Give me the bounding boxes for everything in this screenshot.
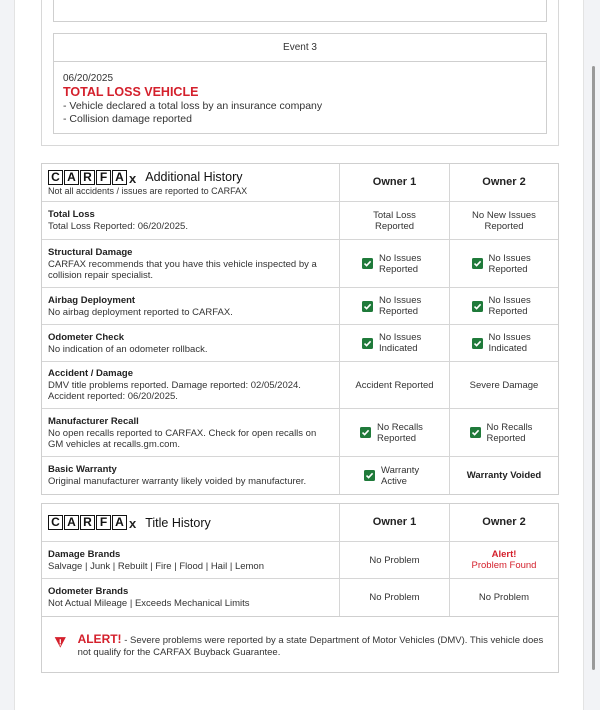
- table-row: [42, 579, 558, 616]
- owner-1-header: Owner 1: [339, 504, 449, 541]
- previous-event-box: [53, 0, 547, 22]
- row-description: No open recalls reported to CARFAX. Check for open recalls on GM vehicles at recalls.gm.com.: [48, 427, 317, 450]
- section-subtitle: Not all accidents / issues are reported to CARFAX: [48, 185, 248, 196]
- alert-word: ALERT!: [77, 632, 122, 646]
- event-title: TOTAL LOSS VEHICLE: [63, 85, 199, 99]
- check-icon: [470, 427, 481, 438]
- table-row: [42, 362, 558, 409]
- event-detail: - Collision damage reported: [63, 113, 192, 125]
- table-row: [42, 325, 558, 362]
- row-description: Salvage | Junk | Rebuilt | Fire | Flood | Hail | Lemon: [48, 560, 264, 572]
- title-history-table: [41, 503, 559, 617]
- owner-1-status: Accident Reported: [355, 379, 434, 391]
- owner-2-status: Warranty Voided: [466, 470, 542, 481]
- scrollbar[interactable]: [592, 66, 595, 670]
- event-detail: - Vehicle declared a total loss by an insurance company: [63, 100, 323, 112]
- row-label: Accident / Damage: [48, 368, 133, 379]
- row-label: Structural Damage: [48, 246, 133, 258]
- owner-2-status: Severe Damage: [469, 379, 539, 391]
- additional-history-table: [41, 163, 559, 495]
- alert-message: - Severe problems were reported by a state Department of Motor Vehicles (DMV). This vehicle does not qualify for the CARFAX Buyback Guarantee.: [77, 635, 544, 658]
- owner-2-header: Owner 2: [449, 164, 558, 201]
- row-label: Total Loss: [48, 209, 95, 220]
- owner-1-status: No Problem: [369, 592, 420, 603]
- owner-2-header: Owner 2: [449, 504, 558, 541]
- table-row: [42, 542, 558, 579]
- owner-1-status: No Issues Reported: [379, 295, 422, 317]
- alert-label: Alert!: [491, 549, 517, 560]
- owner-1-header: Owner 1: [339, 164, 449, 201]
- owner-2-status: No Recalls Reported: [486, 421, 533, 444]
- table-row: [42, 240, 558, 288]
- row-description: DMV title problems reported. Damage reported: 02/05/2024. Accident reported: 06/20/2025.: [48, 380, 301, 402]
- owner-1-status: No Issues Indicated: [379, 332, 422, 354]
- row-label: Airbag Deployment: [48, 294, 136, 306]
- row-description: No airbag deployment reported to CARFAX.: [48, 306, 233, 318]
- owner-2-status: No Issues Reported: [488, 295, 531, 317]
- owner-2-status: Problem Found: [471, 560, 537, 571]
- owner-2-status: No Issues Indicated: [488, 332, 531, 354]
- row-description: Not Actual Mileage | Exceeds Mechanical Limits: [48, 598, 250, 609]
- check-icon: [472, 258, 483, 269]
- row-description: No indication of an odometer rollback.: [48, 343, 208, 355]
- event-date: 06/20/2025: [63, 73, 114, 84]
- section-title: Additional History: [145, 170, 243, 184]
- section-title: Title History: [145, 515, 211, 530]
- check-icon: [362, 301, 373, 312]
- row-label: Manufacturer Recall: [48, 415, 139, 427]
- warning-icon: [54, 633, 67, 651]
- owner-1-status: No Recalls Reported: [377, 421, 423, 444]
- dmv-alert-box: [41, 616, 559, 673]
- owner-1-status: No Issues Reported: [379, 252, 422, 275]
- owner-2-status: No New Issues Reported: [472, 209, 536, 232]
- check-icon: [472, 301, 483, 312]
- carfax-logo: C A R F A x: [48, 515, 136, 530]
- check-icon: [362, 258, 373, 269]
- table-row: [42, 457, 558, 494]
- owner-1-status: No Problem: [369, 554, 420, 566]
- table-row: [42, 409, 558, 457]
- check-icon: [364, 470, 375, 481]
- carfax-logo: C A R F A x: [48, 170, 136, 185]
- event-header: Event 3: [54, 34, 546, 62]
- row-label: Damage Brands: [48, 548, 121, 560]
- row-description: Total Loss Reported: 06/20/2025.: [48, 221, 188, 232]
- owner-2-status: No Problem: [478, 592, 530, 603]
- table-row: [42, 288, 558, 325]
- owner-1-status: Total Loss Reported: [373, 209, 416, 232]
- event-3-box: [53, 33, 547, 134]
- owner-2-status: No Issues Reported: [488, 252, 531, 275]
- row-description: CARFAX recommends that you have this vehicle inspected by a collision repair specialist.: [48, 258, 317, 281]
- check-icon: [360, 427, 371, 438]
- check-icon: [472, 338, 483, 349]
- row-label: Odometer Check: [48, 331, 125, 343]
- owner-1-status: Warranty Active: [381, 464, 420, 487]
- row-label: Basic Warranty: [48, 464, 117, 475]
- row-label: Odometer Brands: [48, 586, 129, 597]
- table-row: [42, 202, 558, 240]
- check-icon: [362, 338, 373, 349]
- row-description: Original manufacturer warranty likely voided by manufacturer.: [48, 476, 307, 487]
